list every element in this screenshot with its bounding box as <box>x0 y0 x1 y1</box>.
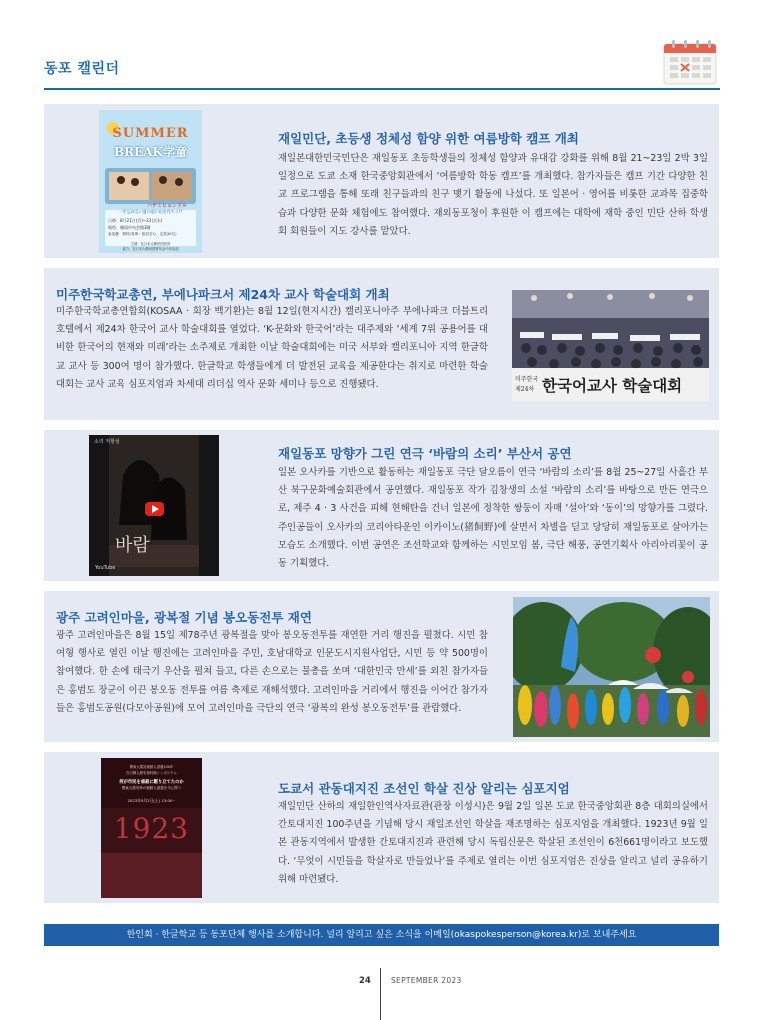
youtube-play-icon[interactable] <box>145 502 164 516</box>
poster-organizer: 主催：在日本大韓民国民団 <box>130 242 171 246</box>
symposium-poster <box>101 758 202 898</box>
poster-tagline: ハナミヒョンドル <box>147 203 188 209</box>
section-header <box>44 46 720 90</box>
article-card-goryeo-village <box>44 591 719 742</box>
poster-line-summer: SUMMER <box>112 126 189 141</box>
article-title: 재일동포 망향가 그린 연극 ‘바람의 소리’ 부산서 공연 <box>278 446 572 461</box>
calendar-icon <box>662 38 718 86</box>
symposium-date: 2023年9月2日(土) 13:00~ <box>127 798 176 803</box>
article-body: 재일본대한민국민단은 재일동포 초등학생들의 정체성 함양과 유대감 강화를 위해 8월 21~23일 2박 3일 일정으로 도쿄 소재 한국중앙회관에서 ‘여름방학 학동 캠프’를 개최했다. 참가자들은 캠프 기간 다양한 친교 프로그램을 통해 또래 친구들과의 친구 맺기 활동에 나섰다. 또 일본어 · 영어를 비롯한 교과목 집중학습과 다양한 문화 체험에도 참여했다. 재외동포청이 후원한 이 캠프에는 대학에 재학 중인 민단 산하 학생회 회원들이 지도 강사를 맡았다. <box>278 153 708 237</box>
article-title: 미주한국학교총연, 부에나파크서 제24차 교사 학술대회 개최 <box>56 287 390 302</box>
article-body: 광주 고려인마을은 8월 15일 제78주년 광복절을 맞아 봉오동전투를 재연한 거리 행진을 펼쳤다. 시민 참여형 행사로 열린 이날 행진에는 고려인마을 주민, 호남대학교 인문도시지원사업단, 시민 등 약 500명이 참여했다. 한 손에 태극기 우산을 펼쳐 들고, 다른 손으로는 물총을 쏘며 ‘대한민국 만세’를 외친 참가자들은 홍범도 장군이 이끈 봉오동 전투를 여름 축제로 재해석했다. 고려인마을 거리에서 행진을 이어간 참가자들은 홍범도공원(다모아공원)에 모여 고려인마을 극단의 연극 ‘광복의 완성 봉오동전투’를 관람했다. <box>56 630 488 714</box>
symposium-headline-2: 関東大震災時の朝鮮人虐殺を今に問う <box>121 786 182 790</box>
article-title: 도쿄서 관동대지진 조선인 학살 진상 알리는 심포지엄 <box>278 781 570 796</box>
article-card-teacher-conference <box>44 268 719 420</box>
play-video-thumbnail[interactable] <box>89 435 219 576</box>
symposium-top-2: 在日韓人歴史資料館シンポジウム <box>126 771 177 775</box>
banner-small-1: 미주한국 <box>515 376 539 383</box>
parade-photo-art <box>513 597 710 737</box>
article-card-symposium <box>44 752 719 903</box>
section-title: 동포 캘린더 <box>44 61 120 77</box>
conference-photo <box>512 290 709 401</box>
article-body: 미주한국학교총연합회(KOSAA · 회장 백기환)는 8월 12일(현지시간) 캘리포니아주 부에나파크 더블트리 호텔에서 제24차 한국어 교사 학술대회를 열었다. ‘K-문화와 한국어’라는 대주제와 ‘세계 7위 공용어를 대비한 한국어의 현재와 미래’라는 소주제로 개최한 이날 학술대회에는 미국 서부와 캘리포니아 지역 한글학교 교사 등 300여 명이 참가했다. 한글학교 학생들에게 더 발전된 교육을 제공한다는 취지로 마련한 학술대회는 교사 교육 심포지엄과 차세대 리더십 역사 문화 세미나 등으로 진행됐다. <box>56 306 488 390</box>
article-body: 재일민단 산하의 재일한인역사자료관(관장 이성시)은 9월 2일 일본 도쿄 한국중앙회관 8층 대회의실에서 간토대지진 100주년을 기념해 당시 재일조선인 학살을 재조명하는 심포지엄을 개최했다. 1923년 9월 일본 관동지역에서 발생한 간토대지진과 관련해 당시 독립신문은 학살된 조선인이 6천661명이라고 보도했다. ‘무엇이 시민들을 학살자로 만들었나’를 주제로 열리는 이번 심포지엄은 진상을 알리고 널리 공유하기 위해 마련됐다. <box>278 801 708 885</box>
article-title: 재일민단, 초등생 정체성 함양 위한 여름방학 캠프 개최 <box>278 131 579 146</box>
poster-line-break: BREAK学童 <box>113 145 187 159</box>
symposium-top-1: 関東大震災朝鮮人虐殺100年 <box>129 765 174 769</box>
poster-date: 日時：8月21日(月)~23日(水) <box>108 218 163 223</box>
video-corner-text: 소리 저항섬 <box>94 439 120 445</box>
issue-date: SEPTEMBER 2023 <box>391 976 462 985</box>
header-divider <box>44 88 720 90</box>
footer-divider <box>380 968 381 1020</box>
summer-camp-poster <box>99 110 202 253</box>
banner-small-2: 제24차 <box>515 386 535 393</box>
page-number: 24 <box>359 976 371 986</box>
video-title-calligraphy: 바람 <box>115 535 150 556</box>
article-body: 일본 오사카를 기반으로 활동하는 재일동포 극단 달오름이 연극 ‘바람의 소리’를 8월 25~27일 사흘간 부산 북구문화예술회관에서 공연했다. 재일동포 작가 김창생의 소설 ‘바람의 소리’를 바탕으로 만든 연극으로, 제주 4 · 3 사건을 피해 현해탄을 건너 일본에 정착한 쌍둥이 자매 ‘설아’와 ‘동이’의 망향가를 그렸다. 주인공들이 오사카의 코리아타운인 이카이노(猪飼野)에 살면서 차별을 딛고 당당히 재일동포로 살아가는 모습도 소개했다. 이번 공연은 조선학교와 함께하는 시민모임 봄, 극단 해풍, 공연기획사 아리아리꽃이 공동 기획했다. <box>278 467 708 570</box>
youtube-logo: YouTube <box>95 565 116 571</box>
symposium-headline-1: 何が市民を虐殺に駆り立てたのか <box>119 780 184 785</box>
poster-venue: 場所：韓国中央会館3階 <box>108 225 151 230</box>
page-footer <box>0 968 762 1020</box>
banner-main: 한국어교사 학술대회 <box>542 377 683 395</box>
poster-fee: 参加費：無料(食事・宿泊含む、定員30名) <box>108 232 177 236</box>
poster-cooperation: 協力：在日本大韓民国青年会中央本部 <box>122 247 179 251</box>
article-card-summer-camp <box>44 104 719 258</box>
parade-photo <box>513 597 710 737</box>
submission-notice: 한인회 · 한글학교 등 동포단체 행사를 소개합니다. 널리 알리고 싶은 소식을 이메일(okaspokesperson@korea.kr)로 보내주세요 <box>44 924 719 946</box>
article-title: 광주 고려인마을, 광복절 기념 봉오동전투 재연 <box>56 610 312 625</box>
poster-subline: 一生忘れない夏の思い出を作ろう!! <box>118 209 183 214</box>
article-card-play <box>44 430 719 581</box>
symposium-year: 1923 <box>113 812 190 845</box>
